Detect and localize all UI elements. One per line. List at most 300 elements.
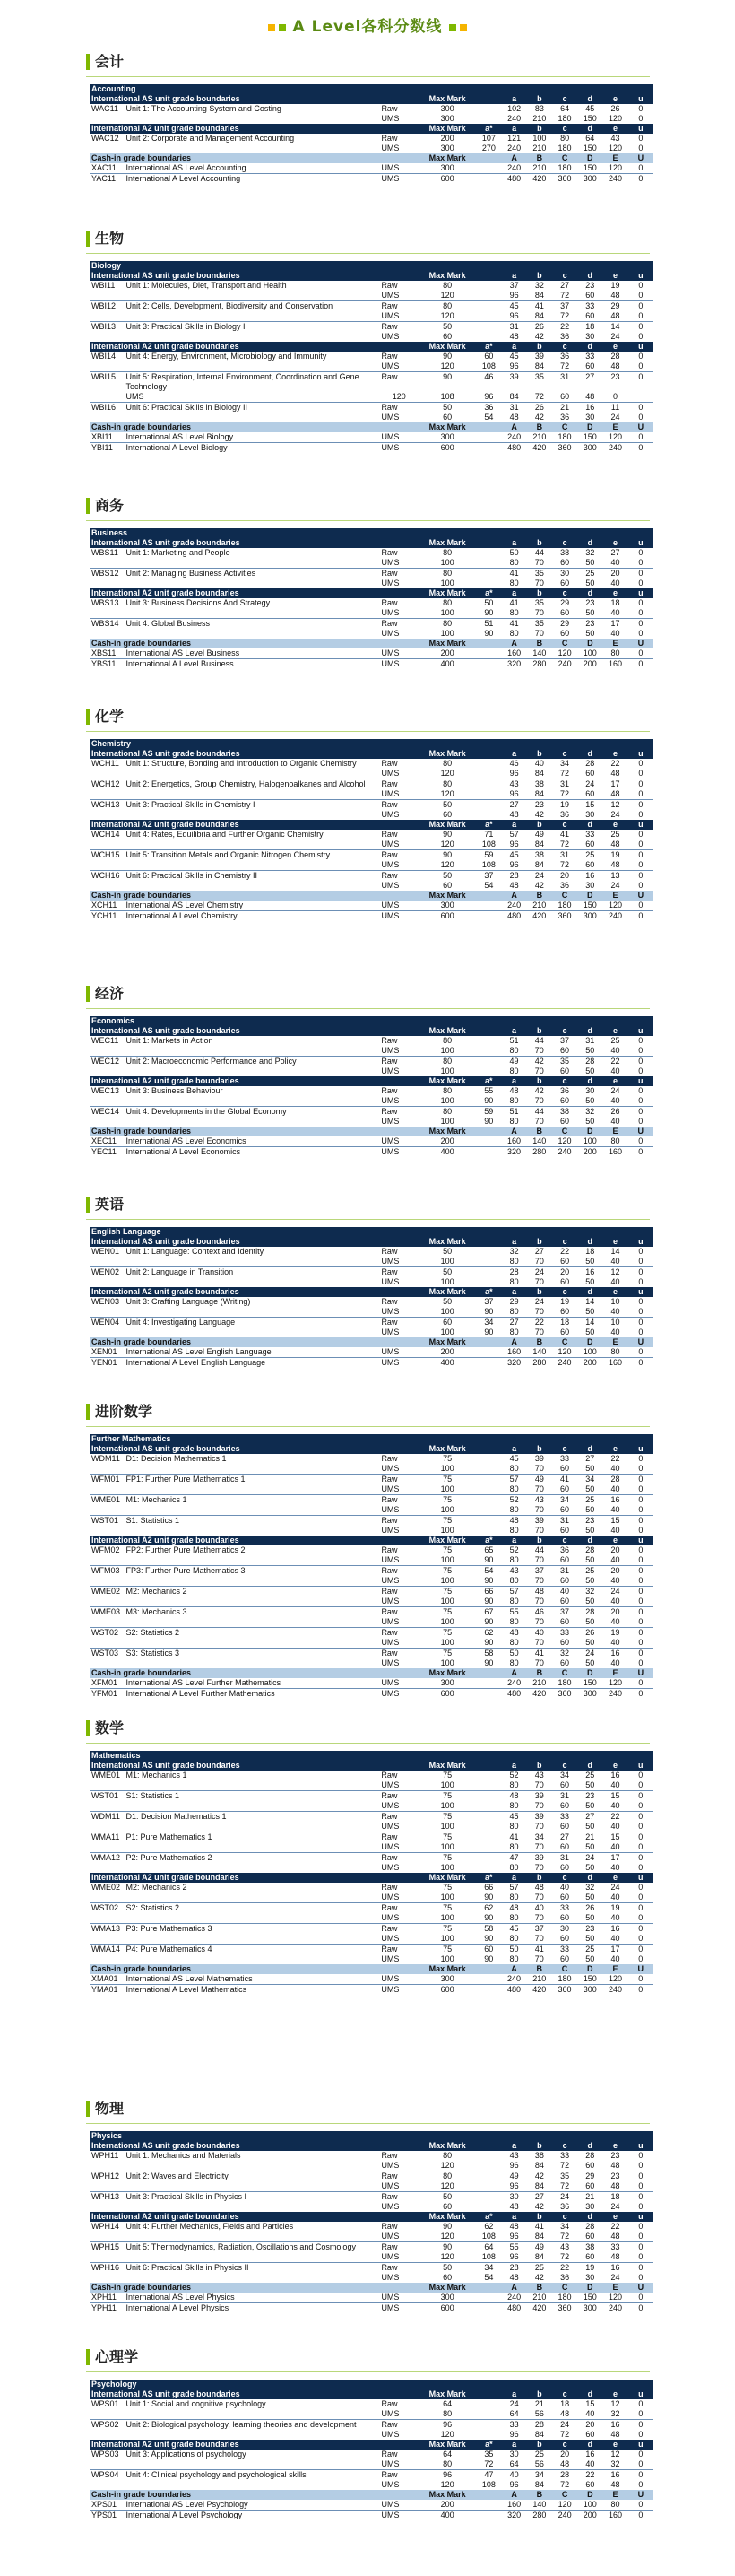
mark-type: Raw — [381, 1545, 398, 1554]
grade-boundary: 22 — [602, 1812, 627, 1823]
mark-type: Raw — [379, 301, 419, 312]
group-title: Cash-in grade boundaries — [90, 422, 419, 432]
grade-boundary: 84 — [534, 361, 544, 370]
grade-boundary — [476, 1495, 501, 1506]
mark-type: UMS — [381, 1913, 400, 1922]
grade-boundary: 50 — [585, 1257, 595, 1266]
grade-header: a* — [476, 588, 501, 598]
grade-boundary: 48 — [610, 361, 620, 370]
grade-boundary: 70 — [534, 1863, 544, 1872]
grade-boundary: 48 — [509, 810, 519, 819]
grade-boundary: 240 — [507, 114, 522, 123]
grade-header: D — [577, 639, 602, 648]
unit-code: WFM03 — [90, 1566, 125, 1577]
grade-boundary: 49 — [501, 2171, 526, 2182]
max-mark: 80 — [419, 1107, 476, 1118]
grade-boundary: 0 — [638, 2181, 644, 2190]
grade-boundary: 34 — [560, 759, 570, 768]
mark-type: Raw — [379, 322, 419, 333]
section-label: 商务 — [95, 497, 125, 514]
grade-boundary: 200 — [577, 1147, 602, 1158]
unit-name-empty — [125, 1484, 380, 1495]
grade-boundary: 12 — [602, 1267, 627, 1278]
grade-boundary: 160 — [507, 648, 522, 657]
grade-boundary: 24 — [534, 1297, 544, 1306]
grade-header: D — [577, 422, 602, 432]
max-mark: 100 — [440, 1117, 454, 1126]
unit-code: XMA01 — [91, 1974, 118, 1983]
section-label: 生物 — [95, 230, 125, 247]
grade-boundary: 72 — [534, 392, 544, 401]
unit-name: Unit 2: Language in Transition — [125, 1267, 380, 1278]
mark-type: Raw — [379, 1107, 419, 1118]
unit-code: WST03 — [90, 1649, 125, 1659]
max-mark: 100 — [440, 1307, 454, 1316]
unit-code: WEN03 — [91, 1297, 120, 1306]
grade-boundary: 28 — [501, 871, 526, 882]
grade-table — [90, 1227, 653, 1368]
max-mark-header: Max Mark — [419, 1287, 476, 1297]
table-row — [90, 2161, 653, 2171]
grade-header: a* — [476, 2440, 501, 2450]
grade-boundary — [476, 1505, 501, 1516]
unit-code: WEN01 — [91, 1247, 120, 1256]
max-mark: 75 — [443, 1883, 453, 1892]
grade-header: d — [577, 2212, 602, 2222]
mark-type: UMS — [381, 1638, 400, 1647]
grade-header: c — [552, 1076, 577, 1086]
section-bar-icon — [86, 1720, 90, 1736]
grade-boundary: 70 — [534, 1576, 544, 1585]
group-title: International A2 unit grade boundaries — [90, 588, 419, 598]
grade-boundary: 44 — [534, 1545, 544, 1554]
grade-header: E — [602, 891, 627, 901]
grade-boundary: 50 — [585, 1464, 595, 1473]
grade-boundary: 0 — [628, 1903, 653, 1914]
unit-code-empty — [90, 579, 125, 588]
max-mark-header: Max Mark — [419, 1237, 476, 1247]
section-label: 心理学 — [95, 2348, 139, 2365]
grade-boundary: 44 — [527, 1107, 552, 1118]
grade-boundary: 27 — [501, 800, 526, 811]
mark-type: UMS — [381, 1257, 400, 1266]
grade-boundary: 45 — [585, 104, 595, 113]
mark-type: UMS — [381, 2500, 400, 2509]
table-title: Accounting — [90, 84, 653, 94]
mark-type: UMS — [381, 1327, 400, 1336]
mark-type: UMS — [381, 1822, 400, 1831]
table-row — [90, 413, 653, 422]
grade-header: A — [501, 1668, 526, 1678]
grade-header: c — [552, 538, 577, 548]
grade-header: u — [628, 588, 653, 598]
grade-boundary: 44 — [534, 548, 544, 557]
grade-boundary: 0 — [628, 779, 653, 790]
max-mark: 100 — [440, 1842, 454, 1851]
grade-boundary: 25 — [577, 850, 602, 861]
grade-boundary: 31 — [552, 1566, 577, 1577]
grade-table — [90, 261, 653, 453]
grade-boundary — [476, 1358, 501, 1369]
grade-boundary: 80 — [509, 1780, 519, 1789]
mark-type: Raw — [379, 1057, 419, 1067]
mark-type: UMS — [381, 1066, 400, 1075]
grade-header: U — [628, 1337, 653, 1347]
unit-code-empty — [90, 789, 125, 800]
grade-header: d — [577, 94, 602, 104]
table-row — [90, 1974, 653, 1985]
unit-name-empty — [125, 558, 380, 569]
grade-boundary — [476, 1277, 501, 1287]
unit-code: XFM01 — [91, 1678, 118, 1687]
group-header-a2 — [90, 588, 653, 598]
grade-boundary: 108 — [481, 2252, 496, 2261]
table-row — [90, 1689, 653, 1700]
grade-boundary: 42 — [534, 332, 544, 341]
grade-boundary: 0 — [638, 2222, 644, 2231]
unit-code-empty — [90, 2161, 125, 2171]
grade-boundary: 50 — [585, 1801, 595, 1810]
grade-boundary: 40 — [610, 1954, 620, 1963]
grade-boundary: 80 — [509, 1822, 519, 1831]
grade-header: U — [628, 2490, 653, 2500]
grade-boundary: 50 — [585, 1576, 595, 1585]
grade-boundary: 48 — [585, 392, 595, 401]
max-mark: 400 — [419, 659, 476, 670]
mark-type: UMS — [381, 2459, 400, 2468]
grade-boundary: 33 — [552, 1903, 577, 1914]
table-row — [90, 1566, 653, 1577]
mark-type: UMS — [379, 1147, 419, 1158]
grade-header: c — [552, 1873, 577, 1883]
mark-type: UMS — [381, 291, 400, 300]
mark-type: Raw — [379, 1566, 419, 1577]
max-mark: 50 — [419, 2263, 476, 2274]
unit-code: WPH12 — [90, 2171, 125, 2182]
grade-boundary: 60 — [560, 1096, 570, 1105]
grade-boundary — [476, 1257, 501, 1267]
grade-boundary: 60 — [585, 311, 595, 320]
grade-boundary: 50 — [585, 1893, 595, 1902]
grade-boundary: 0 — [638, 1555, 644, 1564]
mark-type: Raw — [379, 800, 419, 811]
section-rule — [86, 253, 650, 254]
unit-code: WCH13 — [90, 800, 125, 811]
grade-boundary: 0 — [638, 2480, 644, 2489]
unit-name: Unit 3: Practical Skills in Chemistry I — [125, 800, 380, 811]
grade-header: B — [527, 639, 552, 648]
grade-boundary: 240 — [507, 1678, 522, 1687]
mark-type: UMS — [381, 1096, 400, 1105]
grade-table — [90, 1434, 653, 1699]
grade-boundary: 70 — [534, 1954, 544, 1963]
table-row — [90, 1822, 653, 1832]
grade-boundary: 0 — [638, 1771, 644, 1780]
grade-boundary: 70 — [534, 1617, 544, 1626]
grade-boundary: 66 — [476, 1587, 501, 1597]
unit-code: WPH15 — [90, 2242, 125, 2253]
grade-boundary: 72 — [560, 789, 570, 798]
grade-header: B — [527, 153, 552, 163]
mark-type: UMS — [381, 2181, 400, 2190]
grade-boundary: 18 — [560, 2399, 570, 2408]
grade-boundary: 40 — [552, 1587, 577, 1597]
grade-boundary: 90 — [484, 1597, 494, 1606]
grade-boundary — [476, 1678, 501, 1689]
unit-code: WCH14 — [91, 830, 120, 839]
max-mark: 300 — [440, 104, 454, 113]
grade-boundary: 55 — [501, 1607, 526, 1618]
grade-boundary: 48 — [610, 789, 620, 798]
table-row — [90, 1985, 653, 1996]
max-mark: 80 — [443, 1036, 453, 1045]
table-row — [90, 659, 653, 670]
grade-boundary: 70 — [534, 629, 544, 638]
group-header-as — [90, 2141, 653, 2151]
grade-boundary: 38 — [552, 1107, 577, 1118]
grade-boundary: 24 — [610, 2202, 620, 2211]
max-mark: 50 — [419, 2192, 476, 2203]
grade-boundary: 40 — [610, 1822, 620, 1831]
table-row — [90, 2202, 653, 2212]
grade-boundary — [476, 2293, 501, 2303]
unit-code: XPS01 — [91, 2500, 117, 2509]
unit-name-empty — [125, 1046, 380, 1057]
grade-boundary: 28 — [577, 1607, 602, 1618]
max-mark: 80 — [419, 619, 476, 630]
unit-code-empty — [90, 291, 125, 301]
section-bar-icon — [86, 1404, 90, 1420]
table-row — [90, 840, 653, 850]
grade-boundary: 20 — [577, 2420, 602, 2431]
grade-boundary: 96 — [509, 291, 519, 300]
unit-name-empty — [125, 1822, 380, 1832]
unit-name: S1: Statistics 1 — [125, 1791, 380, 1802]
table-row — [90, 759, 653, 769]
table-row — [90, 1791, 653, 1802]
unit-name-empty — [125, 2430, 380, 2440]
grade-header: c — [552, 124, 577, 134]
grade-boundary: 43 — [501, 1566, 526, 1577]
grade-boundary — [476, 779, 501, 790]
section-rule — [86, 731, 650, 732]
max-mark: 100 — [440, 1617, 454, 1626]
grade-boundary: 16 — [602, 2263, 627, 2274]
grade-boundary — [476, 789, 501, 800]
grade-boundary: 210 — [532, 1678, 547, 1687]
grade-boundary: 50 — [585, 1526, 595, 1535]
table-row — [90, 403, 653, 413]
grade-boundary: 28 — [585, 2222, 595, 2231]
unit-code: WBS11 — [91, 548, 118, 557]
max-mark: 120 — [440, 311, 454, 320]
group-title: International A2 unit grade boundaries — [90, 1873, 419, 1883]
table-row — [90, 1297, 653, 1307]
unit-name: International AS Level Biology — [125, 432, 234, 441]
table-row — [90, 1913, 653, 1924]
grade-boundary: 90 — [484, 1954, 494, 1963]
grade-boundary: 43 — [610, 134, 620, 143]
grade-boundary: 35 — [527, 569, 552, 579]
unit-name: Unit 5: Respiration, Internal Environment, Coordination and Gene Technology — [125, 372, 380, 393]
grade-boundary: 33 — [560, 2151, 570, 2160]
mark-type: UMS — [379, 659, 419, 670]
grade-boundary: 96 — [509, 2430, 519, 2439]
grade-header: E — [602, 1964, 627, 1974]
grade-boundary: 270 — [481, 144, 496, 152]
grade-boundary: 31 — [552, 1516, 577, 1527]
grade-boundary: 100 — [583, 1347, 597, 1356]
grade-boundary: 50 — [585, 629, 595, 638]
unit-name-empty — [125, 789, 380, 800]
group-header-as — [90, 1444, 653, 1454]
grade-boundary: 19 — [560, 1297, 570, 1306]
grade-header — [476, 422, 501, 432]
grade-boundary: 0 — [628, 911, 653, 922]
grade-boundary: 60 — [560, 579, 570, 587]
grade-boundary: 84 — [534, 2480, 544, 2489]
grade-boundary: 23 — [602, 372, 627, 393]
grade-boundary: 57 — [509, 1883, 519, 1892]
grade-header: u — [628, 2141, 653, 2151]
grade-boundary: 25 — [527, 2263, 552, 2274]
grade-boundary: 0 — [638, 1883, 644, 1892]
unit-name-empty — [125, 114, 380, 124]
grade-boundary: 0 — [638, 1974, 644, 1983]
grade-boundary: 0 — [638, 830, 644, 839]
grade-boundary: 48 — [509, 2202, 519, 2211]
max-mark: 120 — [440, 361, 454, 370]
table-row — [90, 2263, 653, 2274]
grade-boundary: 0 — [638, 1934, 644, 1943]
grade-boundary: 27 — [527, 2192, 552, 2203]
unit-code: WBI11 — [91, 281, 116, 290]
grade-boundary: 60 — [560, 1934, 570, 1943]
unit-name: Unit 3: Practical Skills in Biology I — [125, 322, 380, 333]
grade-boundary: 47 — [501, 1853, 526, 1864]
unit-code-empty — [90, 2459, 125, 2470]
grade-header: B — [527, 1127, 552, 1136]
grade-boundary: 36 — [560, 881, 570, 890]
grade-boundary: 34 — [552, 1495, 577, 1506]
grade-boundary: 31 — [552, 779, 577, 790]
table-title: Further Mathematics — [90, 1434, 653, 1444]
table-row — [90, 281, 653, 291]
table-row — [90, 1863, 653, 1873]
group-header-a2 — [90, 342, 653, 352]
section-further-maths — [0, 1402, 735, 1698]
grade-boundary: 360 — [552, 911, 577, 922]
grade-boundary — [476, 104, 501, 114]
grade-boundary: 90 — [484, 1096, 494, 1105]
unit-code: WST02 — [90, 1628, 125, 1639]
grade-header: d — [577, 749, 602, 759]
grade-boundary: 240 — [507, 163, 522, 172]
unit-name: International A Level Chemistry — [125, 911, 380, 922]
grade-boundary: 96 — [484, 392, 494, 401]
max-mark-header: Max Mark — [419, 1761, 476, 1771]
unit-name-empty — [125, 413, 380, 422]
table-row — [90, 1812, 653, 1823]
table-row — [90, 144, 653, 153]
grade-boundary: 18 — [610, 598, 620, 607]
max-mark: 100 — [440, 1555, 454, 1564]
grade-header: c — [552, 1761, 577, 1771]
grade-boundary: 24 — [610, 1883, 620, 1892]
unit-name-empty — [125, 2480, 380, 2490]
grade-boundary: 70 — [534, 1066, 544, 1075]
mark-type: UMS — [381, 1863, 400, 1872]
unit-name: Unit 4: Global Business — [125, 619, 380, 630]
grade-boundary: 30 — [585, 1086, 595, 1095]
grade-boundary: 26 — [610, 104, 620, 113]
grade-boundary: 50 — [585, 1780, 595, 1789]
grade-boundary: 48 — [610, 2181, 620, 2190]
grade-header: E — [602, 1337, 627, 1347]
group-title: International AS unit grade boundaries — [90, 1761, 419, 1771]
unit-name: Unit 1: Mechanics and Materials — [125, 2151, 241, 2160]
unit-name: Unit 2: Cells, Development, Biodiversity and Conservation — [125, 301, 380, 312]
grade-boundary: 72 — [560, 2430, 570, 2439]
grade-boundary: 0 — [638, 1307, 644, 1316]
grade-header: e — [602, 1444, 627, 1454]
mark-type: UMS — [381, 2161, 400, 2170]
max-mark: 60 — [443, 810, 453, 819]
grade-boundary: 40 — [610, 1096, 620, 1105]
grade-boundary: 180 — [558, 1678, 572, 1687]
section-rule — [86, 1008, 650, 1009]
grade-boundary — [476, 648, 501, 659]
table-row — [90, 800, 653, 811]
grade-boundary: 39 — [534, 352, 544, 361]
grade-boundary: 36 — [560, 1086, 570, 1095]
mark-type: UMS — [381, 1658, 400, 1667]
grade-boundary: 120 — [609, 432, 623, 441]
unit-name: Unit 2: Corporate and Management Accounting — [125, 134, 295, 143]
grade-boundary: 0 — [638, 1842, 644, 1851]
grade-boundary: 160 — [602, 659, 627, 670]
max-mark: 90 — [443, 830, 453, 839]
grade-boundary: 40 — [610, 1066, 620, 1075]
unit-name: Unit 3: Business Behaviour — [125, 1086, 223, 1095]
max-mark: 96 — [419, 2420, 476, 2431]
grade-header: c — [552, 1237, 577, 1247]
grade-boundary: 360 — [552, 443, 577, 454]
grade-header: a — [501, 1444, 526, 1454]
unit-name: International AS Level Business — [125, 648, 240, 657]
grade-boundary: 0 — [638, 432, 644, 441]
grade-boundary: 0 — [638, 144, 644, 152]
grade-boundary: 160 — [602, 2511, 627, 2521]
grade-boundary: 420 — [527, 1689, 552, 1700]
grade-boundary: 14 — [610, 1247, 620, 1256]
grade-boundary: 0 — [638, 759, 644, 768]
grade-boundary: 96 — [509, 840, 519, 849]
unit-name: Unit 1: Molecules, Diet, Transport and Health — [125, 281, 287, 290]
grade-boundary: 17 — [602, 779, 627, 790]
section-biology — [0, 229, 735, 452]
grade-boundary: 150 — [583, 1678, 597, 1687]
grade-boundary: 25 — [534, 2450, 544, 2459]
grade-boundary — [476, 174, 501, 185]
grade-boundary — [476, 2303, 501, 2314]
unit-code: XEC11 — [91, 1136, 117, 1145]
grade-header: b — [527, 1026, 552, 1036]
max-mark-header: Max Mark — [419, 1127, 476, 1136]
grade-boundary: 80 — [509, 1555, 519, 1564]
unit-name-empty — [125, 1638, 380, 1649]
mark-type: UMS — [381, 769, 400, 778]
